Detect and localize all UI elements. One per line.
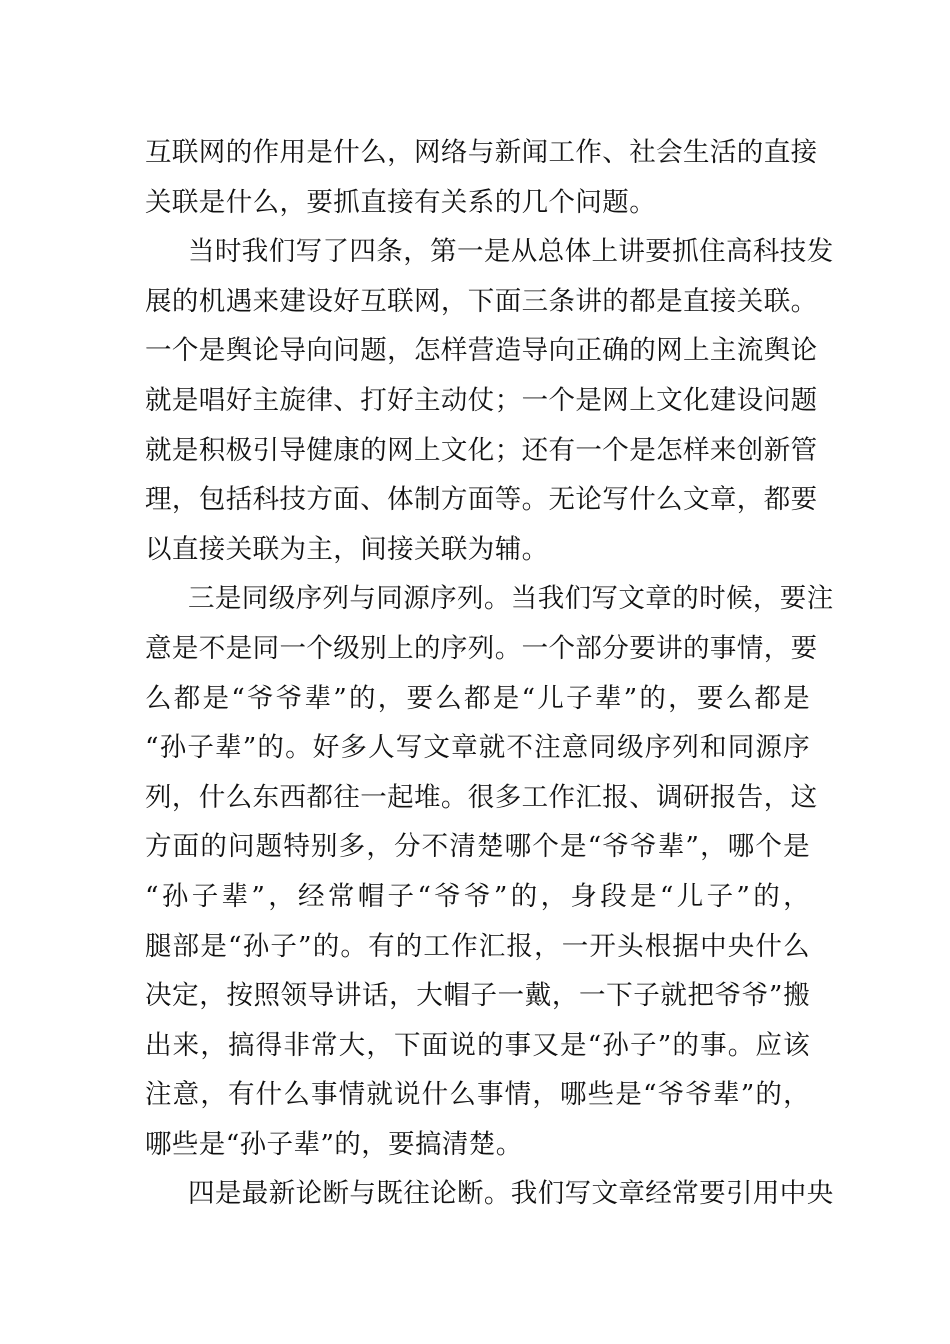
text-line: “孙子辈”的。好多人写文章就不注意同级序列和同源序 (145, 732, 810, 764)
text-line: 方面的问题特别多，分不清楚哪个是“爷爷辈”，哪个是 (145, 831, 810, 863)
text-line: 么都是“爷爷辈”的，要么都是“儿子辈”的，要么都是 (145, 682, 810, 714)
text-line: 四是最新论断与既往论断。我们写文章经常要引用中央 (188, 1178, 834, 1210)
text-line: 意是不是同一个级别上的序列。一个部分要讲的事情，要 (145, 632, 818, 664)
paragraph-4 (145, 1169, 834, 1219)
text-line: 列，什么东西都往一起堆。很多工作汇报、调研报告，这 (145, 781, 818, 813)
text-line: 注意，有什么事情就说什么事情，哪些是“爷爷辈”的， (145, 1079, 810, 1111)
text-line: 决定，按照领导讲话，大帽子一戴，一下子就把爷爷”搬 (145, 980, 810, 1012)
text-line: 展的机遇来建设好互联网，下面三条讲的都是直接关联。 (145, 285, 818, 317)
text-line: 当时我们写了四条，第一是从总体上讲要抓住高科技发 (188, 236, 834, 268)
paragraph-3 (145, 574, 834, 1169)
text-line: 互联网的作用是什么，网络与新闻工作、社会生活的直接 (145, 137, 818, 168)
text-line: 就是唱好主旋律、打好主动仗；一个是网上文化建设问题 (145, 384, 818, 416)
text-line: 哪些是“孙子辈”的，要搞清楚。 (145, 1128, 523, 1160)
text-line: 一个是舆论导向问题，怎样营造导向正确的网上主流舆论 (145, 335, 818, 367)
text-line: 就是积极引导健康的网上文化；还有一个是怎样来创新管 (145, 434, 818, 466)
text-line: 腿部是“孙子”的。有的工作汇报，一开头根据中央什么 (145, 930, 810, 962)
text-line: 出来，搞得非常大，下面说的事又是“孙子”的事。应该 (145, 1029, 810, 1061)
text-line: 理，包括科技方面、体制方面等。无论写什么文章，都要 (145, 484, 818, 516)
text-line: 以直接关联为主，间接关联为辅。 (145, 533, 549, 565)
text-line: 关联是什么，要抓直接有关系的几个问题。 (145, 186, 657, 218)
text-line: “孙子辈”，经常帽子“爷爷”的，身段是“儿子”的， (145, 880, 810, 912)
text-line: 三是同级序列与同源序列。当我们写文章的时候，要注 (188, 583, 834, 615)
paragraph-2 (145, 227, 834, 574)
paragraph-1 (145, 128, 818, 227)
document-body (145, 128, 834, 1219)
